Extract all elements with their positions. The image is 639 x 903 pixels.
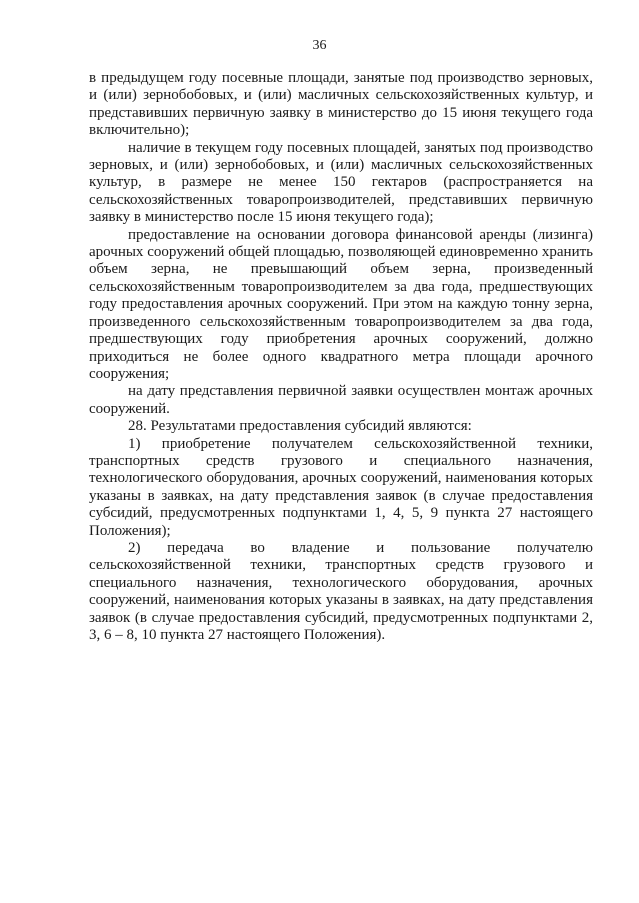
paragraph-section-28-heading: 28. Результатами предоставления субсидий являются: — [128, 418, 472, 435]
paragraph-result-item-2: 2) передача во владение и пользование получателю сельскохозяйственной техники, транспортных средств грузового и специального назначения, технологического оборудования, арочных сооружений, наименования которых указаны в заявках, на дату представления заявок (в случае предоставления субсидий, предусмотренных подпунктами 2, 3, 6 – 8, 10 пункта 27 настоящего Положения). — [89, 539, 593, 643]
paragraph-continuation: в предыдущем году посевные площади, занятые под производство зерновых, и (или) зернобобовых, и (или) масличных сельскохозяйственных культур, и представивших первичную заявку в министерство до 15 июня текущего года включительно); — [89, 70, 593, 139]
paragraph-installation-condition: на дату представления первичной заявки осуществлен монтаж арочных сооружений. — [89, 383, 593, 417]
page-number: 36 — [312, 38, 327, 53]
paragraph-sown-areas-condition: наличие в текущем году посевных площадей, занятых под производство зерновых, и (или) зернобобовых, и (или) масличных сельскохозяйственных культур, в размере не менее 150 гектаров (распространяется на сельскохозяйственных товаропроизводителей, представивших первичную заявку в министерство после 15 июня текущего года); — [89, 139, 593, 226]
paragraph-leasing-condition: предоставление на основании договора финансовой аренды (лизинга) арочных сооружений общей площадью, позволяющей единовременно хранить объем зерна, не превышающий объем зерна, произведенный сельскохозяйственным товаропроизводителем за два года, предшествующих году предоставления арочных сооружений. При этом на каждую тонну зерна, произведенного сельскохозяйственным товаропроизводителем за два года, предшествующих году приобретения арочных сооружений, должно приходиться не более одного квадратного метра площади арочного сооружения; — [89, 226, 593, 382]
document-body — [89, 70, 593, 644]
paragraph-result-item-1: 1) приобретение получателем сельскохозяйственной техники, транспортных средств грузового и специального назначения, технологического оборудования, арочных сооружений, наименования которых указаны в заявках, на дату представления заявок (в случае предоставления субсидий, предусмотренных подпунктами 1, 4, 5, 9 пункта 27 настоящего Положения); — [89, 435, 593, 539]
